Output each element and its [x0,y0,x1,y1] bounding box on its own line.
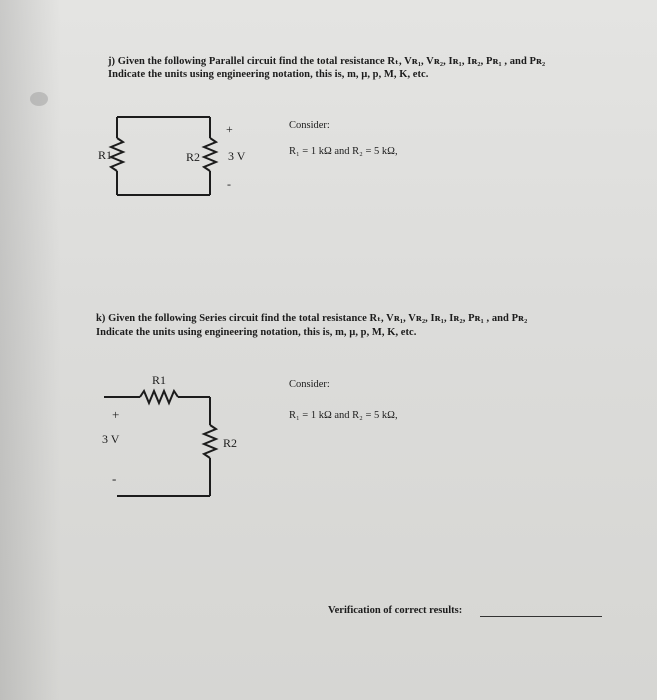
series-r2-label: R2 [223,436,238,450]
verification-answer-line[interactable] [480,616,602,617]
parallel-r2-label: R2 [185,150,200,164]
parallel-r1-label: R1 [97,148,112,162]
r2-resistor-zigzag [204,138,216,171]
series-r2-resistor-zigzag [204,425,216,458]
question-j-consider-values: R₁ = 1 kΩ and R₂ = 5 kΩ, [289,146,398,157]
series-source-plus: + [112,407,120,422]
verification-label: Verification of correct results: [328,605,463,616]
parallel-source-label: 3 V [228,149,246,163]
question-k-line-1: k) Given the following Series circuit find the total resistance Rₜ, Vʀ₁, Vʀ₂, Iʀ₁, Iʀ₂, Pʀ₁ , and Pʀ₂ [96,313,528,324]
r1-resistor-zigzag [111,138,123,171]
series-source-minus: - [112,471,117,486]
question-k-consider-title: Consider: [289,379,330,390]
series-source-label: 3 V [102,432,120,446]
parallel-circuit [111,117,216,195]
question-j-line-2: Indicate the units using engineering notation, this is, m, µ, p, M, K, etc. [108,69,429,80]
question-j-line-1: j) Given the following Parallel circuit find the total resistance Rₜ, Vʀ₁, Vʀ₂, Iʀ₁, Iʀ₂, Pʀ₁ , and Pʀ₂ [108,56,546,67]
series-r1-resistor-zigzag [140,391,178,403]
question-j-consider-title: Consider: [289,120,330,131]
parallel-source-plus: + [226,122,233,136]
series-circuit [104,391,216,496]
parallel-source-minus: - [227,177,231,191]
series-r1-label: R1 [152,373,167,387]
question-k-consider-values: R₁ = 1 kΩ and R₂ = 5 kΩ, [289,410,398,421]
question-k-line-2: Indicate the units using engineering notation, this is, m, µ, p, M, K, etc. [96,327,417,338]
